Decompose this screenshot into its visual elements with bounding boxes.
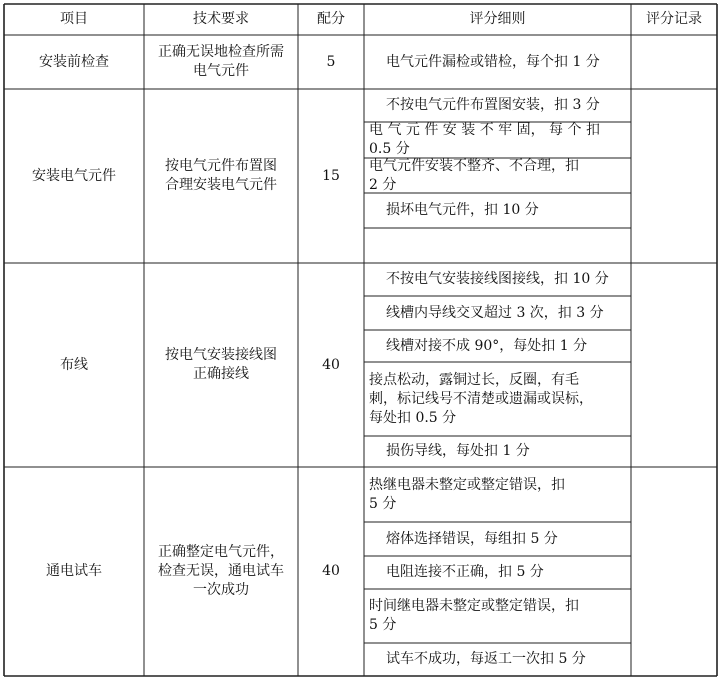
rule-cell-text: 电气元件漏检或错检，每个扣 1 分 (386, 53, 600, 70)
rule-cell-text: 5 分 (369, 495, 397, 512)
rule-cell-text: 刺，标记线号不清楚或遗漏或误标， (369, 390, 593, 407)
rule-cell (364, 193, 631, 228)
rule-cell-text: 5 分 (369, 617, 397, 633)
rule-cell (364, 330, 631, 362)
rule-cell-text: 电气元件安装不整齐、不合理，扣 (369, 157, 579, 174)
header-score (298, 4, 364, 35)
rule-cell (364, 89, 631, 122)
rule-cell-text: 热继电器未整定或整定错误，扣 (369, 476, 565, 493)
requirement-cell (144, 467, 298, 676)
rule-cell-text: 每处扣 0.5 分 (369, 409, 457, 426)
rule-cell (364, 35, 631, 89)
rule-cell (364, 589, 631, 643)
score-cell (298, 467, 364, 676)
rule-cell-text: 电 气 元 件 安 装 不 牢 固， 每 个 扣 (369, 122, 600, 138)
rule-cell-text: 不按电气安装接线图接线，扣 10 分 (386, 271, 609, 287)
score-cell-text: 15 (322, 167, 340, 184)
score-cell-text: 5 (326, 53, 336, 70)
rule-cell (364, 122, 631, 158)
rule-cell-text: 不按电气元件布置图安装，扣 3 分 (386, 97, 600, 113)
score-cell (298, 35, 364, 89)
item-cell-text: 通电试车 (46, 563, 102, 579)
requirement-cell-text: 按电气安装接线图 (165, 347, 277, 363)
rule-cell (364, 296, 631, 330)
header-record (631, 4, 717, 35)
rule-cell (364, 263, 631, 296)
rule-cell-text: 线槽对接不成 90°，每处扣 1 分 (386, 337, 588, 354)
rule-cell-text: 试车不成功，每返工一次扣 5 分 (386, 651, 586, 667)
score-cell (298, 263, 364, 467)
requirement-cell (144, 35, 298, 89)
requirement-cell-text: 一次成功 (193, 582, 249, 598)
requirement-cell-text: 合理安装电气元件 (165, 177, 277, 193)
item-cell (4, 263, 144, 467)
rule-cell-text: 损坏电气元件，扣 10 分 (386, 202, 539, 218)
rule-cell (364, 436, 631, 467)
score-cell-text: 40 (322, 563, 340, 579)
rule-cell-text: 0.5 分 (369, 141, 410, 157)
score-cell-text: 40 (322, 356, 340, 373)
rule-cell-text: 线槽内导线交叉超过 3 次，扣 3 分 (386, 304, 604, 321)
requirement-cell-text: 电气元件 (193, 63, 249, 79)
rule-cell (364, 158, 631, 193)
item-cell-text: 安装电气元件 (32, 167, 116, 184)
rule-cell-text: 时间继电器未整定或整定错误，扣 (369, 598, 579, 614)
item-cell-text: 布线 (60, 356, 88, 373)
rule-cell-text: 损伤导线，每处扣 1 分 (386, 443, 530, 459)
header-requirement (144, 4, 298, 35)
requirement-cell-text: 按电气元件布置图 (165, 158, 277, 174)
header-rules-text: 评分细则 (469, 11, 526, 27)
header-requirement-text: 技术要求 (193, 11, 249, 27)
requirement-cell (144, 263, 298, 467)
requirement-cell (144, 89, 298, 263)
rule-cell (364, 556, 631, 589)
rule-cell (364, 522, 631, 556)
requirement-cell-text: 检查无误，通电试车 (158, 563, 284, 579)
header-item-text: 项目 (60, 11, 88, 27)
item-cell (4, 467, 144, 676)
rule-cell (364, 362, 631, 436)
rule-cell-text: 熔体选择错误，每组扣 5 分 (386, 530, 558, 547)
rule-cell-text: 2 分 (369, 176, 397, 193)
rule-cell-text: 接点松动，露铜过长，反圈，有毛 (369, 371, 579, 388)
header-score-text: 配分 (317, 11, 345, 27)
header-item (4, 4, 144, 35)
requirement-cell-text: 正确无误地检查所需 (158, 44, 284, 60)
score-cell (298, 89, 364, 263)
header-record-text: 评分记录 (646, 11, 702, 27)
rule-cell-text: 电阻连接不正确，扣 5 分 (386, 564, 544, 580)
item-cell-text: 安装前检查 (39, 53, 109, 70)
header-rules (364, 4, 631, 35)
rule-cell (364, 643, 631, 676)
rule-cell (364, 467, 631, 522)
item-cell (4, 89, 144, 263)
requirement-cell-text: 正确整定电气元件， (158, 544, 284, 560)
requirement-cell-text: 正确接线 (193, 366, 249, 382)
item-cell (4, 35, 144, 89)
